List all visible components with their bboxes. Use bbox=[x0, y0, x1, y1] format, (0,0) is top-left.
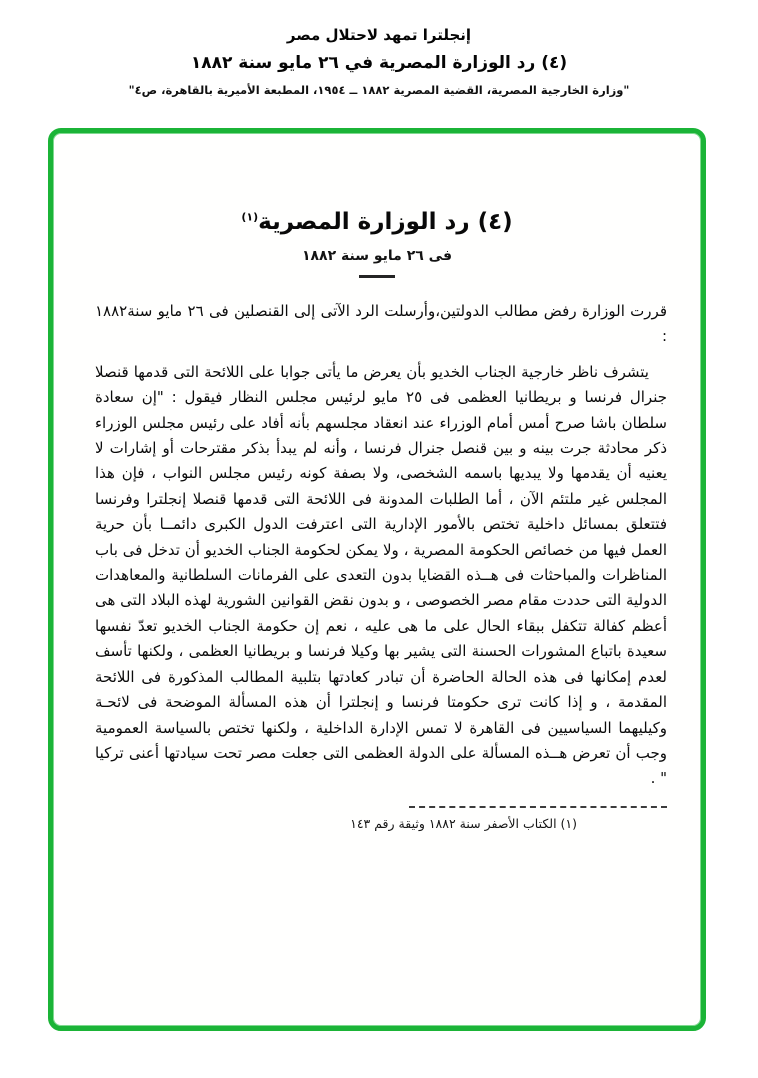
document-date-subtitle: فى ٢٦ مايو سنة ١٨٨٢ bbox=[301, 248, 453, 264]
title-divider-rule bbox=[359, 275, 395, 278]
footnote-text: (١) الكتاب الأصفر سنة ١٨٨٢ وثيقة رقم ١٤٣ bbox=[350, 815, 577, 831]
document-title-text: (٤) رد الوزارة المصرية bbox=[258, 209, 513, 235]
main-paragraph: يتشرف ناظر خارجية الجناب الخديو بأن يعرض ما يأتى جوابا على اللائحة التى قدمها قنصلا جنرال فرنسا و بريطانيا العظمى فى ٢٥ مايو لرئيس مجلس النظار فيقول : "إن سعادة سلطان باشا صرح أمس أمام الوزراء عند انعقاد مجلسهم بأنه أفاد على رئيس مجلس الوزراء ذكر محادثة جرت بينه و بين قنصل جنرال فرنسا ، وأنه لم يبدأ بذكر مقترحات أو إشارات لا يعنيه أن يقدمها ولا يبديها باسمه الشخصى، ولا بصفة كونه رئيس مجلس النواب ، فإن هذا المجلس غير ملتئم الآن ، أما الطلبات المدونة فى اللائحة التى قدمها قنصلا إنجلترا وفرنسا فتتعلق بمسائل داخلية تختص بالأمور الإدارية التى اعترفت الدول الكبرى دائمــا بأن حرية العمل فيها من خصائص الحكومة المصرية ، ولا يمكن لحكومة الجناب الخديو أن تدخل فى باب المناظرات والمباحثات فى هــذه القضايا بدون التعدى على الفرمانات السلطانية والمعاهدات الدولية التى حددت مقام مصر الخصوصى ، و بدون نقض القوانين الشورية لهذه البلاد التى هى أعظم كفالة تتكفل ببقاء الحال على ما هى عليه ، نعم إن حكومة الجناب الخديو تعدّ نفسها سعيدة باتباع المشورات الحسنة التى يشير بها وكيلا فرنسا و بريطانيا العظمى ، ولكنها تأسف لعدم إمكانها فى هذه الحالة الحاضرة أن تبادر كعادتها بتلبية المطالب المذكورة فى اللائحة المقدمة ، و إذا كانت ترى حكومتا فرنسا و إنجلترا أن هذه المسألة الموضحة فى لائحـة وكيليهما السياسيين فى القاهرة لا تمس الإدارة الداخلية ، ولكنها تختص بالسياسة العمومية وجب أن تعرض هــذه المسألة على الدولة العظمى التى جعلت مصر تحت سيادتها أعنى تركيا " . bbox=[95, 362, 667, 788]
footnote-separator-rule bbox=[409, 806, 667, 808]
document-body bbox=[53, 133, 701, 1026]
footnote-marker: (١) bbox=[241, 210, 259, 224]
header-series-title: إنجلترا تمهد لاحتلال مصر bbox=[286, 26, 472, 44]
document-title bbox=[53, 209, 701, 235]
page-header bbox=[0, 26, 758, 97]
document-highlight-frame bbox=[48, 128, 706, 1031]
header-document-title: (٤) رد الوزارة المصرية في ٢٦ مايو سنة ١٨٨٢ bbox=[190, 53, 568, 73]
header-source-citation: "وزارة الخارجية المصرية، القضية المصرية ١٨٨٢ ــ ١٩٥٤، المطبعة الأميرية بالقاهرة، ص٤" bbox=[128, 83, 630, 97]
document-text-block bbox=[95, 299, 667, 792]
intro-paragraph: قررت الوزارة رفض مطالب الدولتين،وأرسلت الرد الآتى إلى القنصلين فى ٢٦ مايو سنة١٨٨٢ : bbox=[95, 302, 667, 346]
